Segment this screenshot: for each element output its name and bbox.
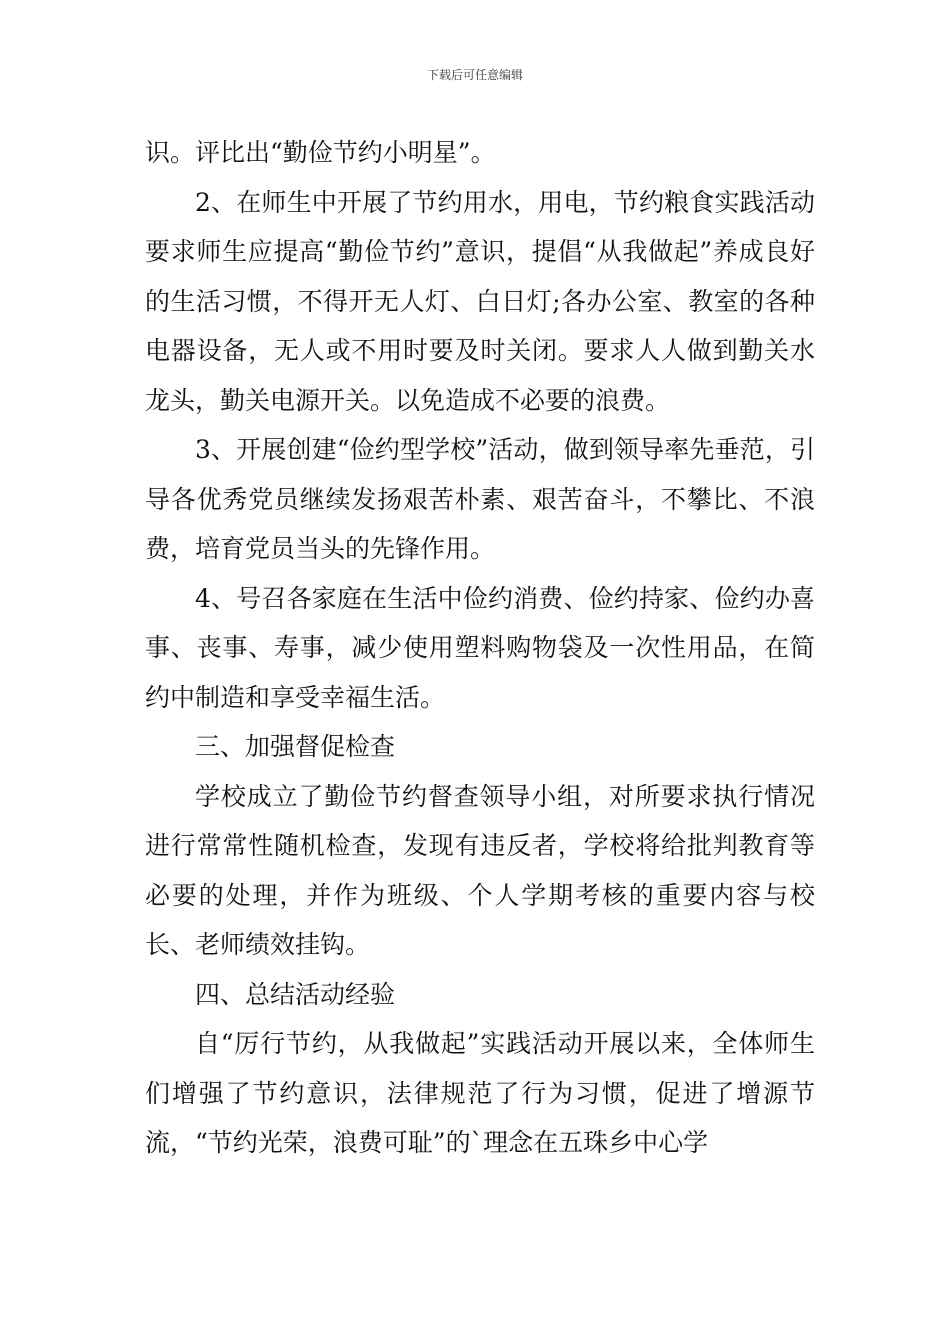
paragraph-3: 3、开展创建“俭约型学校”活动，做到领导率先垂范，引导各优秀党员继续发扬艰苦朴素、艰苦奋斗，不攀比、不浪费，培育党员当头的先锋作用。: [145, 435, 815, 563]
paragraph-4: 4、号召各家庭在生活中俭约消费、俭约持家、俭约办喜事、丧事、寿事，减少使用塑料购物袋及一次性用品，在简约中制造和享受幸福生活。: [145, 583, 815, 712]
paragraph-6: 自“厉行节约，从我做起”实践活动开展以来，全体师生们增强了节约意识，法律规范了行为习惯，促进了增源节流，“节约光荣，浪费可耻”的`理念在五珠乡中心学: [145, 1029, 815, 1157]
section-heading-4: 四、总结活动经验: [195, 979, 396, 1009]
section-heading-3: 三、加强督促检查: [195, 732, 396, 761]
document-body: [145, 128, 815, 1168]
paragraph-2: 2、在师生中开展了节约用水，用电，节约粮食实践活动要求师生应提高“勤俭节约”意识，提倡“从我做起”养成良好的生活习惯，不得开无人灯、白日灯;各办公室、教室的各种电器设备，无人或不用时要及时关闭。要求人人做到勤关水龙头，勤关电源开关。以免造成不必要的浪费。: [145, 187, 815, 415]
paragraph-5: 学校成立了勤俭节约督查领导小组，对所要求执行情况进行常常性随机检查，发现有违反者，学校将给批判教育等必要的处理，并作为班级、个人学期考核的重要内容与校长、老师绩效挂钩。: [145, 781, 815, 959]
page-header: 下载后可任意编辑: [426, 68, 523, 82]
paragraph-1: 识。评比出“勤俭节约小明星”。: [145, 138, 496, 167]
